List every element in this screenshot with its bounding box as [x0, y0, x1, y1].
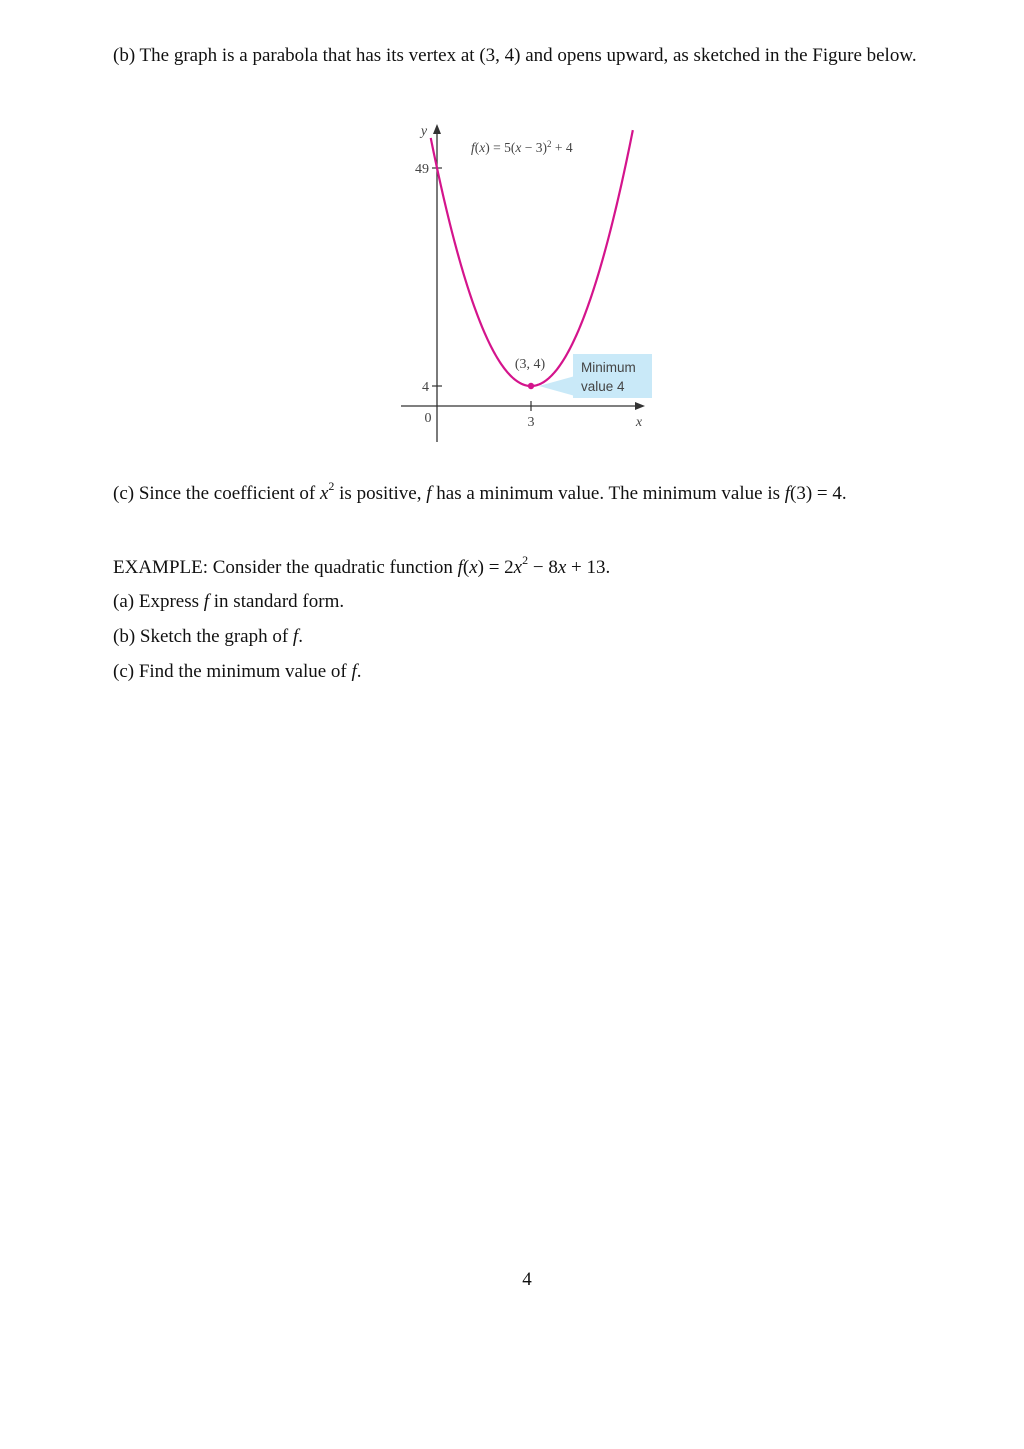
paragraph-c-text-2: is positive, [334, 483, 427, 504]
equation-tail: + 13. [566, 557, 611, 578]
y-axis-arrow [433, 124, 441, 134]
math-f: f [351, 661, 357, 682]
math-f: f [457, 557, 463, 578]
task-a [113, 589, 943, 614]
callout-line-2: value 4 [581, 379, 625, 394]
math-f: f [203, 591, 210, 612]
exponent: 2 [328, 478, 335, 493]
task-text: . [298, 626, 303, 647]
equation-part: ) = 2 [477, 557, 514, 578]
task-c [113, 659, 943, 684]
vertex-point [528, 383, 534, 389]
vertex-coordinates: (3, 4) [479, 45, 521, 66]
parabola-figure [395, 120, 665, 450]
y-tick-label-4: 4 [422, 380, 429, 395]
paren: ( [462, 557, 470, 578]
example-statement [113, 552, 943, 580]
task-text: (c) Find the minimum value of [113, 661, 352, 682]
math-x: x [513, 557, 523, 578]
page-number: 4 [522, 1269, 532, 1290]
paragraph-b [113, 43, 943, 68]
paragraph-c [113, 478, 943, 506]
paragraph-c-text-4: (3) = 4. [790, 483, 847, 504]
math-f: f [292, 626, 299, 647]
paragraph-c-text-3: has a minimum value. The minimum value is [431, 483, 785, 504]
task-text: (b) Sketch the graph of [113, 626, 293, 647]
example-intro: EXAMPLE: Consider the quadratic function [113, 557, 458, 578]
x-axis-label: x [635, 415, 643, 430]
parabola-curve [431, 130, 633, 386]
y-tick-label-49: 49 [415, 162, 429, 177]
math-x: x [319, 483, 329, 504]
exponent: 2 [522, 552, 529, 567]
task-text: in standard form. [209, 591, 345, 612]
task-text: (a) Express [113, 591, 204, 612]
math-x: x [557, 557, 567, 578]
paragraph-c-text-1: (c) Since the coefficient of [113, 483, 320, 504]
x-axis-arrow [635, 402, 645, 410]
equation-part: − 8 [528, 557, 558, 578]
math-f: f [426, 483, 432, 504]
vertex-label: (3, 4) [514, 357, 546, 372]
paragraph-b-text-end: and opens upward, as sketched in the Figure below. [520, 45, 917, 66]
x-tick-label-3: 3 [527, 415, 535, 430]
y-axis-label: y [420, 124, 428, 139]
task-text: . [356, 661, 362, 682]
paragraph-b-text: (b) The graph is a parabola that has its vertex at [113, 45, 480, 66]
math-x: x [469, 557, 478, 578]
callout-pointer [539, 376, 575, 396]
task-b [113, 624, 943, 649]
math-f: f [784, 483, 791, 504]
function-label: $f(x) = 5(x - 3)^2 + 4$ [471, 139, 573, 155]
callout-line-1: Minimum [581, 360, 636, 375]
origin-label: 0 [424, 411, 432, 426]
